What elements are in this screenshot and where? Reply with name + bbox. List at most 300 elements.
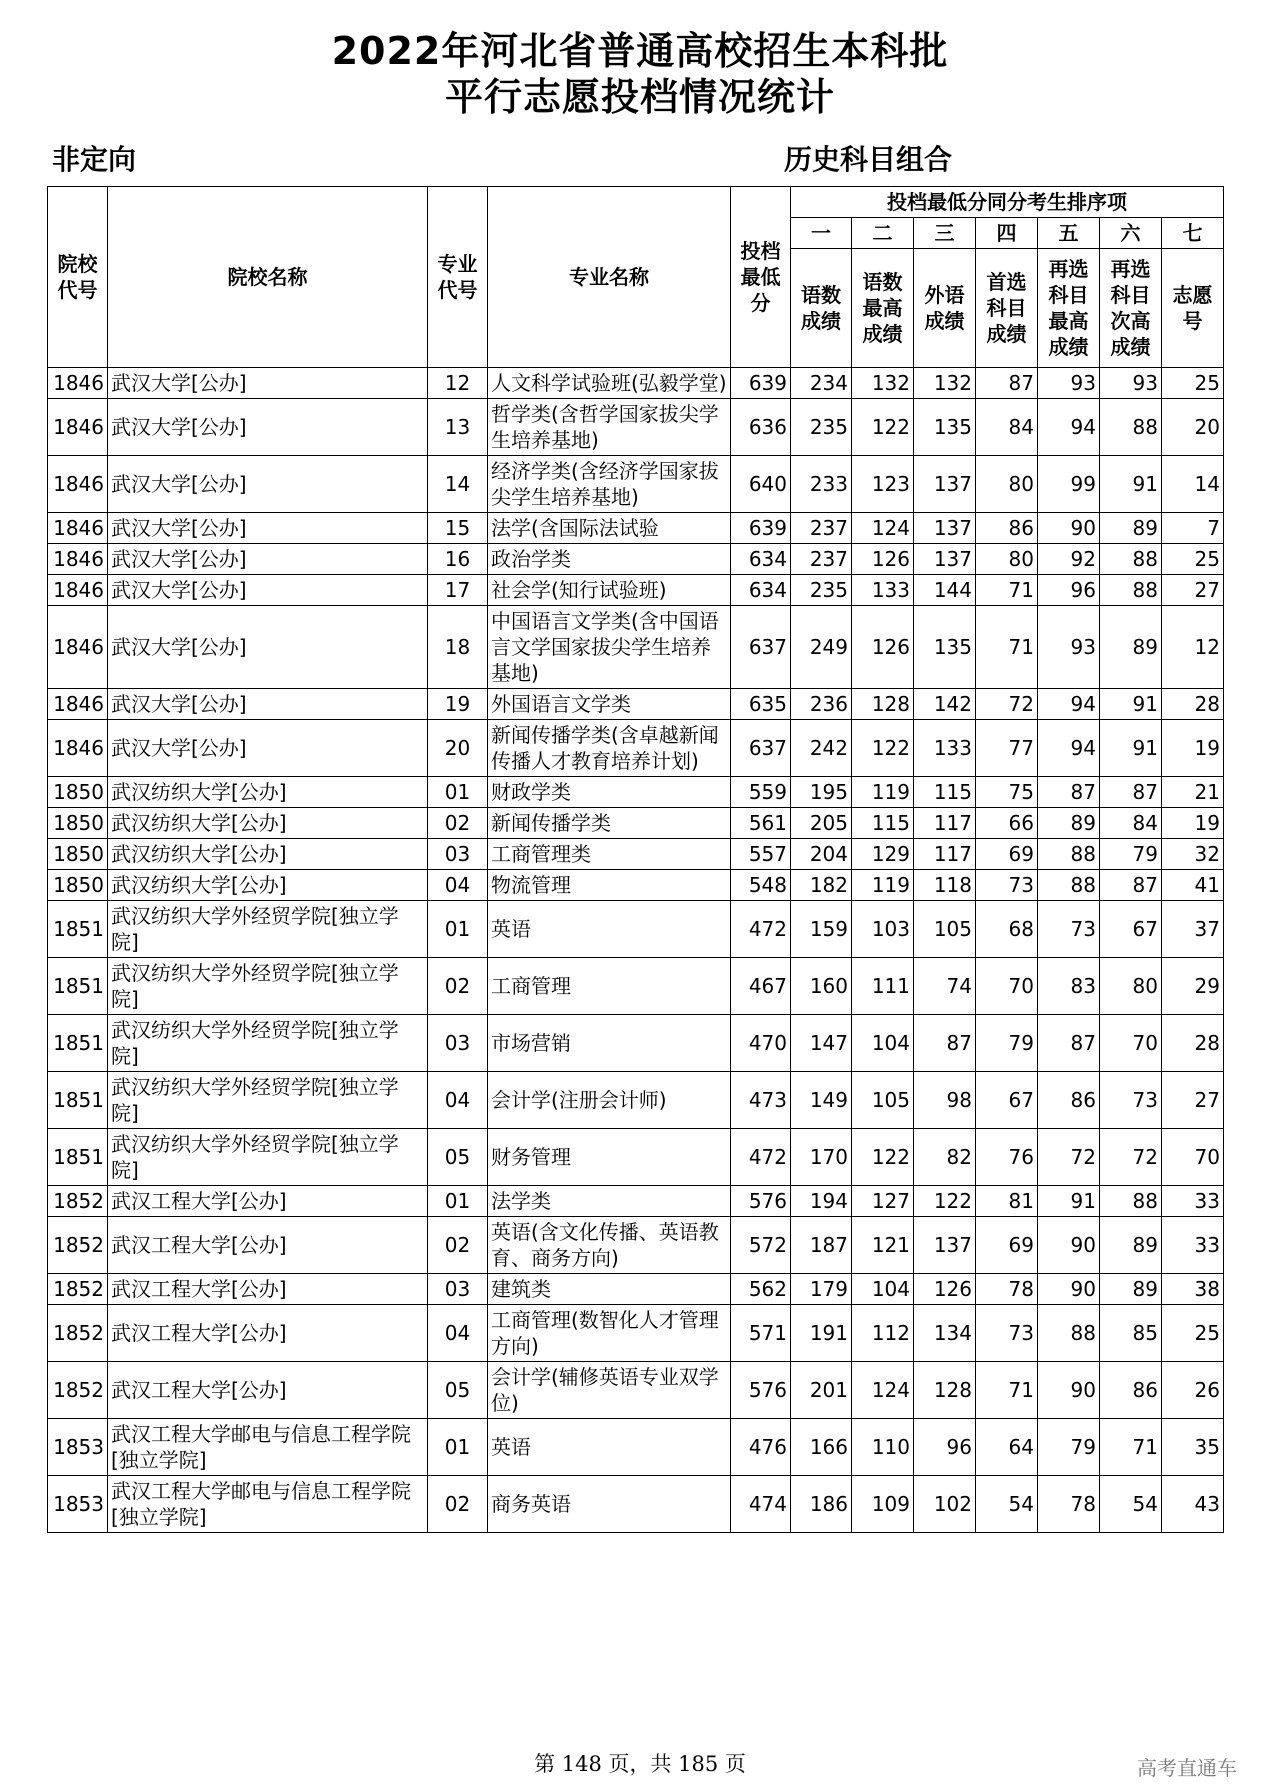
cell-second-subject-next: 87 (1100, 870, 1162, 901)
cell-second-subject-max: 90 (1038, 1274, 1100, 1305)
cell-major-name: 中国语言文学类(含中国语言文学国家拔尖学生培养基地) (488, 606, 731, 689)
cell-chinese-math: 237 (791, 544, 852, 575)
cell-chinese-math-max: 122 (852, 399, 914, 456)
cell-school-code: 1846 (48, 399, 108, 456)
cell-second-subject-max: 92 (1038, 544, 1100, 575)
cell-major-name: 市场营销 (488, 1015, 731, 1072)
cell-chinese-math: 234 (791, 368, 852, 399)
cell-second-subject-max: 88 (1038, 839, 1100, 870)
cell-min-score: 637 (731, 720, 791, 777)
cell-preference-number: 37 (1162, 901, 1224, 958)
cell-chinese-math-max: 119 (852, 870, 914, 901)
page-title-line2: 平行志愿投档情况统计 (444, 75, 835, 119)
cell-foreign-language: 137 (914, 513, 976, 544)
table-row (48, 1015, 1224, 1072)
cell-min-score: 572 (731, 1217, 791, 1274)
cell-first-subject: 79 (976, 1015, 1038, 1072)
cell-school-name: 武汉大学[公办] (108, 575, 428, 606)
cell-second-subject-max: 93 (1038, 606, 1100, 689)
cell-second-subject-next: 88 (1100, 544, 1162, 575)
cell-major-name: 新闻传播学类(含卓越新闻传播人才教育培养计划) (488, 720, 731, 777)
cell-school-code: 1846 (48, 368, 108, 399)
cell-major-name: 人文科学试验班(弘毅学堂) (488, 368, 731, 399)
table-row (48, 777, 1224, 808)
cell-major-code: 14 (428, 456, 488, 513)
cell-min-score: 639 (731, 368, 791, 399)
cell-major-name: 社会学(知行试验班) (488, 575, 731, 606)
cell-second-subject-max: 83 (1038, 958, 1100, 1015)
cell-chinese-math-max: 115 (852, 808, 914, 839)
cell-school-name: 武汉大学[公办] (108, 399, 428, 456)
cell-major-code: 03 (428, 839, 488, 870)
cell-preference-number: 70 (1162, 1129, 1224, 1186)
cell-min-score: 474 (731, 1476, 791, 1533)
cell-school-code: 1851 (48, 901, 108, 958)
admission-table (47, 186, 1224, 1533)
cell-second-subject-max: 90 (1038, 1362, 1100, 1419)
cell-second-subject-next: 88 (1100, 1186, 1162, 1217)
cell-chinese-math-max: 109 (852, 1476, 914, 1533)
cell-school-code: 1852 (48, 1305, 108, 1362)
cell-second-subject-max: 94 (1038, 720, 1100, 777)
table-row (48, 1274, 1224, 1305)
cell-chinese-math-max: 132 (852, 368, 914, 399)
header-school-code: 院校代号 (48, 187, 108, 368)
header-major-name: 专业名称 (488, 187, 731, 368)
cell-first-subject: 81 (976, 1186, 1038, 1217)
cell-min-score: 472 (731, 901, 791, 958)
cell-preference-number: 33 (1162, 1186, 1224, 1217)
table-row (48, 1129, 1224, 1186)
cell-foreign-language: 117 (914, 808, 976, 839)
cell-second-subject-next: 91 (1100, 720, 1162, 777)
cell-foreign-language: 142 (914, 689, 976, 720)
cell-min-score: 548 (731, 870, 791, 901)
cell-school-name: 武汉工程大学[公办] (108, 1305, 428, 1362)
cell-foreign-language: 122 (914, 1186, 976, 1217)
table-row (48, 368, 1224, 399)
cell-preference-number: 28 (1162, 1015, 1224, 1072)
cell-chinese-math: 195 (791, 777, 852, 808)
table-row (48, 1419, 1224, 1476)
cell-second-subject-max: 96 (1038, 575, 1100, 606)
cell-school-code: 1852 (48, 1217, 108, 1274)
header-rank-7: 七 (1162, 218, 1224, 249)
cell-min-score: 562 (731, 1274, 791, 1305)
table-row (48, 456, 1224, 513)
cell-min-score: 561 (731, 808, 791, 839)
cell-min-score: 467 (731, 958, 791, 1015)
cell-first-subject: 69 (976, 1217, 1038, 1274)
cell-major-code: 04 (428, 1072, 488, 1129)
cell-chinese-math: 186 (791, 1476, 852, 1533)
cell-major-code: 02 (428, 958, 488, 1015)
table-row (48, 1305, 1224, 1362)
cell-foreign-language: 126 (914, 1274, 976, 1305)
cell-second-subject-max: 86 (1038, 1072, 1100, 1129)
cell-major-name: 建筑类 (488, 1274, 731, 1305)
cell-major-code: 02 (428, 808, 488, 839)
cell-school-name: 武汉大学[公办] (108, 456, 428, 513)
cell-first-subject: 75 (976, 777, 1038, 808)
cell-chinese-math: 187 (791, 1217, 852, 1274)
cell-school-code: 1850 (48, 808, 108, 839)
cell-min-score: 639 (731, 513, 791, 544)
cell-second-subject-next: 79 (1100, 839, 1162, 870)
table-row (48, 870, 1224, 901)
cell-second-subject-max: 72 (1038, 1129, 1100, 1186)
cell-preference-number: 27 (1162, 575, 1224, 606)
header-rank-6: 六 (1100, 218, 1162, 249)
cell-first-subject: 78 (976, 1274, 1038, 1305)
cell-foreign-language: 87 (914, 1015, 976, 1072)
cell-school-code: 1851 (48, 1015, 108, 1072)
cell-school-code: 1846 (48, 689, 108, 720)
cell-preference-number: 19 (1162, 720, 1224, 777)
page-footer: 第 148 页，共 185 页 (534, 1752, 746, 1776)
cell-major-name: 财务管理 (488, 1129, 731, 1186)
cell-min-score: 571 (731, 1305, 791, 1362)
cell-school-name: 武汉大学[公办] (108, 689, 428, 720)
cell-second-subject-max: 78 (1038, 1476, 1100, 1533)
cell-preference-number: 33 (1162, 1217, 1224, 1274)
header-min-score: 投档最低分 (731, 187, 791, 368)
cell-min-score: 576 (731, 1362, 791, 1419)
cell-chinese-math-max: 110 (852, 1419, 914, 1476)
cell-school-code: 1850 (48, 777, 108, 808)
cell-major-name: 工商管理类 (488, 839, 731, 870)
cell-major-name: 法学(含国际法试验 (488, 513, 731, 544)
cell-second-subject-max: 89 (1038, 808, 1100, 839)
cell-second-subject-max: 79 (1038, 1419, 1100, 1476)
cell-chinese-math-max: 127 (852, 1186, 914, 1217)
cell-min-score: 476 (731, 1419, 791, 1476)
cell-second-subject-next: 91 (1100, 456, 1162, 513)
cell-chinese-math: 182 (791, 870, 852, 901)
cell-first-subject: 86 (976, 513, 1038, 544)
cell-foreign-language: 105 (914, 901, 976, 958)
cell-school-code: 1850 (48, 839, 108, 870)
cell-school-code: 1850 (48, 870, 108, 901)
cell-major-name: 哲学类(含哲学国家拔尖学生培养基地) (488, 399, 731, 456)
cell-second-subject-next: 87 (1100, 777, 1162, 808)
cell-second-subject-max: 94 (1038, 399, 1100, 456)
cell-second-subject-max: 99 (1038, 456, 1100, 513)
cell-major-name: 政治学类 (488, 544, 731, 575)
cell-school-name: 武汉大学[公办] (108, 606, 428, 689)
cell-major-name: 会计学(注册会计师) (488, 1072, 731, 1129)
cell-min-score: 472 (731, 1129, 791, 1186)
cell-major-code: 13 (428, 399, 488, 456)
cell-chinese-math: 160 (791, 958, 852, 1015)
cell-min-score: 636 (731, 399, 791, 456)
cell-foreign-language: 115 (914, 777, 976, 808)
header-rank-5: 五 (1038, 218, 1100, 249)
cell-preference-number: 25 (1162, 544, 1224, 575)
cell-second-subject-max: 88 (1038, 870, 1100, 901)
cell-chinese-math-max: 104 (852, 1015, 914, 1072)
cell-school-name: 武汉纺织大学[公办] (108, 870, 428, 901)
table-row (48, 1362, 1224, 1419)
cell-school-code: 1846 (48, 513, 108, 544)
cell-first-subject: 68 (976, 901, 1038, 958)
cell-preference-number: 32 (1162, 839, 1224, 870)
cell-major-code: 15 (428, 513, 488, 544)
cell-second-subject-next: 88 (1100, 575, 1162, 606)
cell-school-name: 武汉大学[公办] (108, 513, 428, 544)
cell-foreign-language: 137 (914, 1217, 976, 1274)
cell-second-subject-next: 71 (1100, 1419, 1162, 1476)
cell-second-subject-max: 90 (1038, 1217, 1100, 1274)
cell-chinese-math: 159 (791, 901, 852, 958)
header-ranking-group: 投档最低分同分考生排序项 (791, 187, 1224, 218)
cell-second-subject-max: 88 (1038, 1305, 1100, 1362)
cell-school-name: 武汉工程大学[公办] (108, 1274, 428, 1305)
cell-chinese-math: 147 (791, 1015, 852, 1072)
table-row (48, 689, 1224, 720)
cell-major-code: 04 (428, 1305, 488, 1362)
cell-school-name: 武汉纺织大学外经贸学院[独立学院] (108, 958, 428, 1015)
cell-preference-number: 14 (1162, 456, 1224, 513)
page-title-line1: 2022年河北省普通高校招生本科批 (331, 29, 949, 73)
cell-major-code: 03 (428, 1274, 488, 1305)
cell-first-subject: 71 (976, 606, 1038, 689)
cell-second-subject-next: 70 (1100, 1015, 1162, 1072)
cell-chinese-math-max: 119 (852, 777, 914, 808)
cell-school-name: 武汉纺织大学[公办] (108, 777, 428, 808)
cell-chinese-math: 179 (791, 1274, 852, 1305)
header-rank-item-2: 语数最高成绩 (852, 249, 914, 368)
subtitle-left: 非定向 (52, 143, 137, 176)
cell-first-subject: 73 (976, 1305, 1038, 1362)
cell-major-code: 18 (428, 606, 488, 689)
cell-major-name: 工商管理(数智化人才管理方向) (488, 1305, 731, 1362)
cell-first-subject: 71 (976, 575, 1038, 606)
cell-major-name: 法学类 (488, 1186, 731, 1217)
header-rank-2: 二 (852, 218, 914, 249)
table-row (48, 399, 1224, 456)
cell-preference-number: 25 (1162, 368, 1224, 399)
cell-preference-number: 7 (1162, 513, 1224, 544)
cell-foreign-language: 117 (914, 839, 976, 870)
header-rank-4: 四 (976, 218, 1038, 249)
cell-second-subject-next: 85 (1100, 1305, 1162, 1362)
table-row (48, 575, 1224, 606)
cell-chinese-math-max: 104 (852, 1274, 914, 1305)
cell-chinese-math: 166 (791, 1419, 852, 1476)
cell-chinese-math: 237 (791, 513, 852, 544)
cell-major-code: 12 (428, 368, 488, 399)
cell-school-name: 武汉纺织大学外经贸学院[独立学院] (108, 1129, 428, 1186)
cell-chinese-math-max: 126 (852, 606, 914, 689)
header-rank-1: 一 (791, 218, 852, 249)
cell-major-code: 17 (428, 575, 488, 606)
cell-first-subject: 70 (976, 958, 1038, 1015)
cell-preference-number: 38 (1162, 1274, 1224, 1305)
table-row (48, 544, 1224, 575)
cell-major-code: 05 (428, 1362, 488, 1419)
table-row (48, 839, 1224, 870)
cell-preference-number: 26 (1162, 1362, 1224, 1419)
cell-second-subject-next: 88 (1100, 399, 1162, 456)
cell-preference-number: 43 (1162, 1476, 1224, 1533)
cell-second-subject-max: 87 (1038, 777, 1100, 808)
cell-second-subject-max: 91 (1038, 1186, 1100, 1217)
cell-major-name: 商务英语 (488, 1476, 731, 1533)
cell-second-subject-next: 89 (1100, 513, 1162, 544)
table-row (48, 1217, 1224, 1274)
cell-school-name: 武汉工程大学邮电与信息工程学院[独立学院] (108, 1419, 428, 1476)
cell-second-subject-max: 87 (1038, 1015, 1100, 1072)
cell-second-subject-max: 90 (1038, 513, 1100, 544)
cell-school-code: 1846 (48, 456, 108, 513)
cell-school-code: 1853 (48, 1476, 108, 1533)
cell-school-name: 武汉大学[公办] (108, 720, 428, 777)
cell-first-subject: 71 (976, 1362, 1038, 1419)
cell-preference-number: 35 (1162, 1419, 1224, 1476)
cell-chinese-math-max: 112 (852, 1305, 914, 1362)
cell-major-name: 英语(含文化传播、英语教育、商务方向) (488, 1217, 731, 1274)
cell-school-name: 武汉纺织大学外经贸学院[独立学院] (108, 901, 428, 958)
cell-second-subject-next: 89 (1100, 606, 1162, 689)
cell-chinese-math-max: 124 (852, 513, 914, 544)
cell-chinese-math-max: 128 (852, 689, 914, 720)
cell-chinese-math: 205 (791, 808, 852, 839)
cell-major-name: 工商管理 (488, 958, 731, 1015)
cell-major-name: 财政学类 (488, 777, 731, 808)
cell-foreign-language: 144 (914, 575, 976, 606)
cell-foreign-language: 102 (914, 1476, 976, 1533)
cell-second-subject-next: 89 (1100, 1274, 1162, 1305)
cell-major-code: 20 (428, 720, 488, 777)
cell-chinese-math: 235 (791, 399, 852, 456)
cell-first-subject: 54 (976, 1476, 1038, 1533)
cell-foreign-language: 132 (914, 368, 976, 399)
cell-foreign-language: 96 (914, 1419, 976, 1476)
cell-school-code: 1846 (48, 575, 108, 606)
cell-first-subject: 66 (976, 808, 1038, 839)
table-row (48, 808, 1224, 839)
cell-min-score: 634 (731, 544, 791, 575)
cell-second-subject-next: 54 (1100, 1476, 1162, 1533)
cell-second-subject-next: 93 (1100, 368, 1162, 399)
cell-chinese-math: 170 (791, 1129, 852, 1186)
cell-school-code: 1846 (48, 544, 108, 575)
cell-chinese-math-max: 123 (852, 456, 914, 513)
cell-chinese-math: 233 (791, 456, 852, 513)
cell-major-code: 03 (428, 1015, 488, 1072)
cell-school-name: 武汉纺织大学外经贸学院[独立学院] (108, 1072, 428, 1129)
cell-preference-number: 41 (1162, 870, 1224, 901)
cell-school-name: 武汉工程大学[公办] (108, 1186, 428, 1217)
cell-first-subject: 69 (976, 839, 1038, 870)
cell-second-subject-next: 84 (1100, 808, 1162, 839)
header-school-name: 院校名称 (108, 187, 428, 368)
cell-school-name: 武汉纺织大学[公办] (108, 808, 428, 839)
cell-chinese-math-max: 126 (852, 544, 914, 575)
cell-second-subject-next: 89 (1100, 1217, 1162, 1274)
cell-school-name: 武汉纺织大学[公办] (108, 839, 428, 870)
cell-chinese-math: 194 (791, 1186, 852, 1217)
cell-first-subject: 77 (976, 720, 1038, 777)
cell-school-code: 1846 (48, 720, 108, 777)
cell-foreign-language: 135 (914, 606, 976, 689)
cell-second-subject-next: 91 (1100, 689, 1162, 720)
cell-foreign-language: 82 (914, 1129, 976, 1186)
cell-min-score: 473 (731, 1072, 791, 1129)
watermark: 高考直通车 (1137, 1756, 1237, 1780)
cell-major-code: 05 (428, 1129, 488, 1186)
cell-first-subject: 80 (976, 544, 1038, 575)
cell-major-code: 01 (428, 777, 488, 808)
cell-second-subject-next: 73 (1100, 1072, 1162, 1129)
cell-chinese-math: 201 (791, 1362, 852, 1419)
table-row (48, 720, 1224, 777)
cell-second-subject-max: 94 (1038, 689, 1100, 720)
header-rank-item-3: 外语成绩 (914, 249, 976, 368)
cell-major-name: 外国语言文学类 (488, 689, 731, 720)
cell-major-code: 01 (428, 1419, 488, 1476)
cell-foreign-language: 135 (914, 399, 976, 456)
cell-second-subject-next: 80 (1100, 958, 1162, 1015)
cell-school-code: 1851 (48, 1072, 108, 1129)
table-row (48, 958, 1224, 1015)
cell-school-name: 武汉工程大学邮电与信息工程学院[独立学院] (108, 1476, 428, 1533)
cell-chinese-math-max: 133 (852, 575, 914, 606)
cell-first-subject: 80 (976, 456, 1038, 513)
cell-major-code: 02 (428, 1476, 488, 1533)
cell-preference-number: 12 (1162, 606, 1224, 689)
header-rank-item-1: 语数成绩 (791, 249, 852, 368)
cell-preference-number: 29 (1162, 958, 1224, 1015)
cell-chinese-math: 149 (791, 1072, 852, 1129)
cell-foreign-language: 133 (914, 720, 976, 777)
cell-chinese-math: 242 (791, 720, 852, 777)
cell-foreign-language: 118 (914, 870, 976, 901)
cell-school-code: 1846 (48, 606, 108, 689)
cell-chinese-math-max: 122 (852, 720, 914, 777)
cell-preference-number: 19 (1162, 808, 1224, 839)
cell-first-subject: 87 (976, 368, 1038, 399)
cell-school-name: 武汉纺织大学外经贸学院[独立学院] (108, 1015, 428, 1072)
cell-first-subject: 67 (976, 1072, 1038, 1129)
cell-first-subject: 73 (976, 870, 1038, 901)
cell-major-name: 经济学类(含经济学国家拔尖学生培养基地) (488, 456, 731, 513)
cell-min-score: 640 (731, 456, 791, 513)
cell-major-code: 01 (428, 901, 488, 958)
cell-min-score: 637 (731, 606, 791, 689)
cell-major-code: 02 (428, 1217, 488, 1274)
cell-chinese-math-max: 121 (852, 1217, 914, 1274)
cell-school-code: 1851 (48, 1129, 108, 1186)
cell-second-subject-next: 67 (1100, 901, 1162, 958)
cell-foreign-language: 137 (914, 456, 976, 513)
cell-second-subject-max: 93 (1038, 368, 1100, 399)
cell-chinese-math: 249 (791, 606, 852, 689)
table-row (48, 1186, 1224, 1217)
table-row (48, 606, 1224, 689)
cell-major-code: 04 (428, 870, 488, 901)
header-rank-item-5: 再选科目最高成绩 (1038, 249, 1100, 368)
cell-first-subject: 64 (976, 1419, 1038, 1476)
cell-chinese-math-max: 111 (852, 958, 914, 1015)
header-major-code: 专业代号 (428, 187, 488, 368)
cell-first-subject: 72 (976, 689, 1038, 720)
cell-major-code: 01 (428, 1186, 488, 1217)
cell-major-name: 新闻传播学类 (488, 808, 731, 839)
cell-foreign-language: 98 (914, 1072, 976, 1129)
cell-school-code: 1851 (48, 958, 108, 1015)
